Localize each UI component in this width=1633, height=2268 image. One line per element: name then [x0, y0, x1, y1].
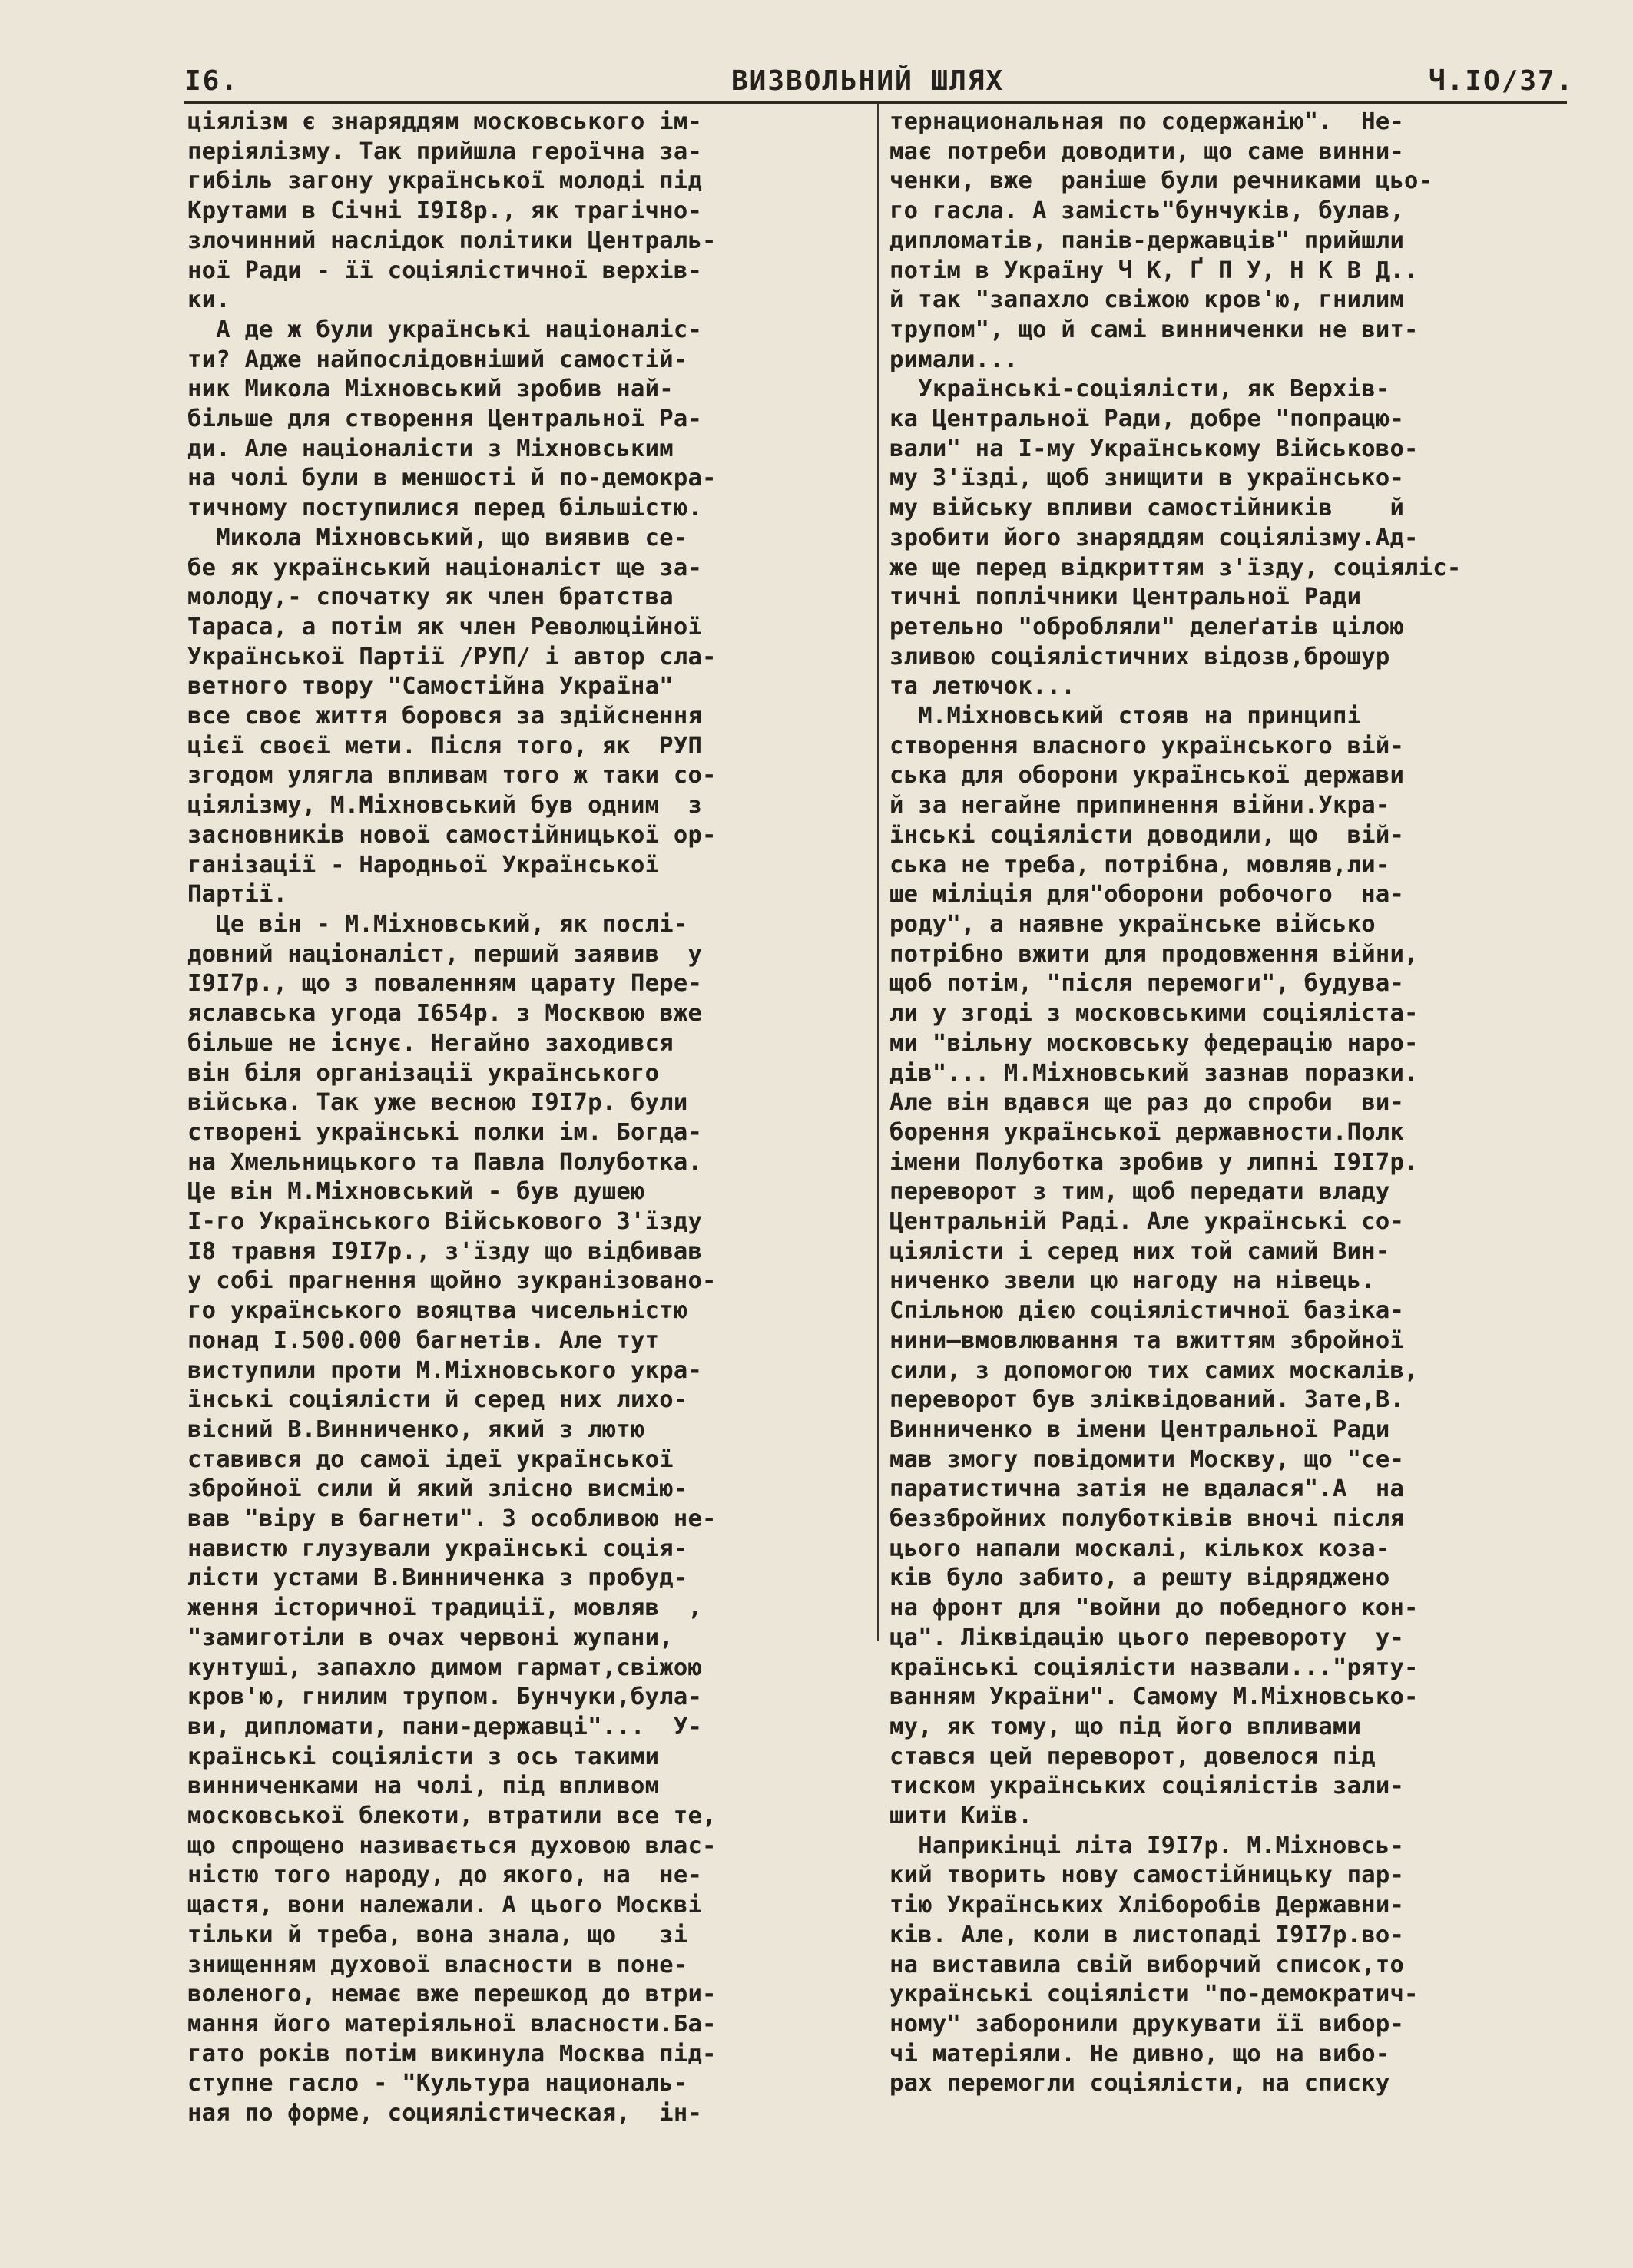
text-line: довний націоналіст, перший заявив у	[187, 940, 703, 968]
text-line: країнські соціялісти назвали..."ряту-	[889, 1654, 1419, 1681]
text-line: ка Центральної Ради, добре "попрацю-	[889, 406, 1405, 433]
text-line: більше не існує. Негайно заходився	[187, 1029, 674, 1057]
text-line: ченки, вже раніше були речниками цьо-	[889, 167, 1433, 195]
text-line: тичні поплічники Центральної Ради	[889, 584, 1362, 611]
header-rule	[184, 101, 1567, 104]
text-line: ціялісти і серед них той самий Вин-	[889, 1237, 1390, 1265]
text-line: ки.	[187, 286, 230, 314]
text-line: тиском українських соціялістів зали-	[889, 1773, 1405, 1800]
text-line: мав змогу повідомити Москву, що "се-	[889, 1445, 1405, 1473]
text-line: ник Микола Міхновський зробив най-	[187, 376, 674, 403]
text-line: вав "віру в багнети". З особливою не-	[187, 1505, 717, 1533]
text-line: ветного твору "Самостійна Україна"	[187, 673, 674, 700]
text-line: більше для створення Центральної Ра-	[187, 406, 703, 433]
text-line: му війську впливи самостійників й	[889, 495, 1405, 522]
text-line: бе як український націоналіст ще за-	[187, 554, 703, 581]
text-line: переворот був зліквідований. Зате,В.	[889, 1386, 1405, 1414]
text-line: ська не треба, потрібна, мовляв,ли-	[889, 851, 1390, 879]
paragraph	[187, 524, 848, 910]
text-line: римали...	[889, 346, 1019, 373]
text-line: беззбройних полуботківів вночі після	[889, 1505, 1405, 1533]
text-line: Української Партії /РУП/ і автор сла-	[187, 643, 717, 670]
text-line: країнські соціялісти з ось такими	[187, 1743, 660, 1770]
text-line: му, як тому, що під його впливами	[889, 1713, 1362, 1740]
text-line: на виставила свій виборчий список,то	[889, 1951, 1405, 1978]
text-line: рах перемогли соціялісти, на списку	[889, 2070, 1390, 2097]
text-line: ли у згоді з московськими соціяліста-	[889, 1000, 1419, 1028]
paragraph	[187, 910, 848, 2129]
text-line: війська. Так уже весною I9I7р. були	[187, 1089, 688, 1117]
text-line: ціялізму, М.Міхновський був одним з	[187, 792, 703, 819]
text-line: ти? Адже найпослідовніший самостій-	[187, 346, 688, 373]
text-line: го гасла. А замість"бунчуків, булав,	[889, 197, 1405, 225]
text-line: шити Київ.	[889, 1803, 1033, 1830]
paragraph	[187, 316, 848, 524]
text-line: кров'ю, гнилим трупом. Бунчуки,була-	[187, 1684, 703, 1711]
text-line: стався цей переворот, довелося під	[889, 1743, 1376, 1770]
text-line: Але він вдався ще раз до спроби ви-	[889, 1089, 1405, 1117]
text-line: переворот з тим, щоб передати владу	[889, 1178, 1390, 1206]
text-line: знищенням духової власности в поне-	[187, 1951, 688, 1978]
text-line: й за негайне припинення війни.Укра-	[889, 792, 1390, 819]
text-line: їнські соціялісти й серед них лихо-	[187, 1386, 688, 1414]
text-line: цього напали москалі, кількох коза-	[889, 1535, 1390, 1562]
text-line: виступили проти М.Міхновського укра-	[187, 1356, 703, 1384]
text-line: му З'їзді, щоб знищити в українсько-	[889, 465, 1405, 492]
text-line: кунтуші, запахло димом гармат,свіжою	[187, 1654, 703, 1681]
text-line: сили, з допомогою тих самих москалів,	[889, 1356, 1419, 1384]
text-line: цієї своєї мети. Після того, як РУП	[187, 732, 703, 760]
text-line: ванням України". Самому М.Міхновсько-	[889, 1684, 1419, 1711]
text-line: тернациональная по содержанію". Не-	[889, 108, 1405, 135]
text-line: у собі прагнення щойно зукранізовано-	[187, 1267, 717, 1295]
text-line: кий творить нову самостійницьку пар-	[889, 1862, 1405, 1889]
text-line: імени Полуботка зробив у липні I9I7р.	[889, 1148, 1419, 1176]
paragraph	[889, 375, 1550, 702]
text-line: та летючок...	[889, 673, 1075, 700]
text-line: молоду,- спочатку як член братства	[187, 584, 674, 611]
text-line: гато років потім викинула Москва під-	[187, 2040, 717, 2068]
text-line: ви, дипломати, пани-державці"... У-	[187, 1713, 703, 1740]
text-line: ження історичної традиції, мовляв ,	[187, 1594, 703, 1622]
text-line: Це він - М.Міхновський, як послі-	[187, 910, 688, 938]
text-line: ная по форме, социялістическая, ін-	[187, 2100, 703, 2127]
text-line: А де ж були українські націоналіс-	[187, 316, 703, 343]
text-line: українські соціялісти "по-демократич-	[889, 1981, 1419, 2008]
text-line: винниченками на чолі, під впливом	[187, 1773, 660, 1800]
text-line: I-го Українського Військового З'їзду	[187, 1208, 703, 1236]
text-line: ків було забито, а решту відряджено	[889, 1564, 1390, 1592]
text-line: вали" на I-му Українському Військово-	[889, 435, 1419, 462]
text-line: щоб потім, "після перемоги", будува-	[889, 970, 1405, 998]
text-line: все своє життя боровся за здійснення	[187, 703, 703, 730]
text-line: й так "запахло свіжою кров'ю, гнилим	[889, 286, 1405, 314]
text-line: I8 травня I9I7р., з'їзду що відбивав	[187, 1237, 703, 1265]
paragraph	[889, 108, 1550, 375]
text-line: злочинний наслідок політики Централь-	[187, 227, 717, 254]
text-line: ків. Але, коли в листопаді I9I7р.во-	[889, 1921, 1405, 1948]
paragraph	[889, 1832, 1550, 2099]
text-line: Українські-соціялісти, як Верхів-	[889, 376, 1390, 403]
text-line: ністю того народу, до якого, на не-	[187, 1862, 703, 1889]
text-line: засновників нової самостійницької ор-	[187, 821, 717, 849]
text-line: дів"... М.Міхновський зазнав поразки.	[889, 1059, 1419, 1087]
text-line: "замиготіли в очах червоні жупани,	[187, 1624, 674, 1651]
text-line: щастя, вони належали. А цього Москві	[187, 1892, 703, 1919]
text-line: створення власного українського вій-	[889, 732, 1405, 760]
text-line: Це він М.Міхновський - був душею	[187, 1178, 645, 1206]
text-line: Наприкінці літа I9I7р. М.Міхновсь-	[889, 1832, 1405, 1859]
paragraph	[187, 108, 848, 316]
text-line: ська для оборони української держави	[889, 762, 1405, 790]
right-column	[889, 108, 1550, 2099]
text-line: паратистична затія не вдалася".А на	[889, 1475, 1405, 1503]
text-line: навистю глузували українські соція-	[187, 1535, 688, 1562]
text-line: він біля організації українського	[187, 1059, 660, 1087]
text-line: на чолі були в меншості й по-демокра-	[187, 465, 717, 492]
text-line: ретельно "обробляли" делеґатів цілою	[889, 613, 1405, 641]
text-line: понад I.500.000 багнетів. Але тут	[187, 1326, 660, 1354]
text-line: ниченко звели цю нагоду на нівець.	[889, 1267, 1376, 1295]
text-line: створені українські полки ім. Богда-	[187, 1118, 703, 1146]
text-line: потім в Україну Ч К, Ґ П У, Н К В Д..	[889, 257, 1419, 284]
text-line: Спільною дією соціялістичної базіка-	[889, 1297, 1405, 1325]
journal-title: ВИЗВОЛЬНИЙ ШЛЯХ	[731, 65, 1005, 97]
text-line: яславська угода I654р. з Москвою вже	[187, 1000, 703, 1028]
text-line: періялізму. Так прийшла героїчна за-	[187, 137, 703, 165]
text-line: трупом", що й самі винниченки не вит-	[889, 316, 1419, 343]
text-line: ше міліція для"оборони робочого на-	[889, 881, 1405, 909]
text-line: Тараса, а потім як член Революційної	[187, 613, 703, 641]
text-line: ставився до самої ідеї української	[187, 1445, 674, 1473]
text-line: ди. Але націоналісти з Міхновським	[187, 435, 674, 462]
text-line: ганізації - Народньої Української	[187, 851, 660, 879]
text-line: воленого, немає вже перешкод до втри-	[187, 1981, 717, 2008]
text-line: зливою соціялістичних відозв,брошур	[889, 643, 1390, 670]
text-line: тільки й треба, вона знала, що зі	[187, 1921, 688, 1948]
text-line: зробити його знаряддям соціялізму.Ад-	[889, 524, 1419, 551]
text-line: ної Ради - її соціялістичної верхів-	[187, 257, 703, 284]
text-line: московської блекоти, втратили все те,	[187, 1803, 717, 1830]
text-line: потрібно вжити для продовження війни,	[889, 940, 1419, 968]
page-number: I6.	[184, 65, 240, 97]
column-divider	[877, 104, 879, 1641]
paragraph	[889, 702, 1550, 1832]
text-line: мання його матеріяльної власности.Ба-	[187, 2011, 717, 2038]
text-line: на фронт для "войни до победного кон-	[889, 1594, 1419, 1622]
text-line: має потреби доводити, що саме винни-	[889, 137, 1405, 165]
text-line: Крутами в Січні I9I8р., як трагічно-	[187, 197, 703, 225]
text-line: Микола Міхновський, що виявив се-	[187, 524, 688, 551]
text-line: I9I7р., що з поваленням царату Пере-	[187, 970, 703, 998]
text-line: ми "вільну московську федерацію наро-	[889, 1029, 1419, 1057]
text-line: згодом улягла впливам того ж таки со-	[187, 762, 717, 790]
text-line: го українського вояцтва чисельністю	[187, 1297, 688, 1325]
text-line: Центральній Раді. Але українські со-	[889, 1208, 1405, 1236]
text-line: же ще перед відкриттям з'їзду, соціяліс-	[889, 554, 1462, 581]
text-line: гибіль загону української молоді під	[187, 167, 703, 195]
text-line: ца". Ліквідацію цього перевороту у-	[889, 1624, 1405, 1651]
text-line: чі матеріяли. Не дивно, що на вибо-	[889, 2040, 1390, 2068]
issue-number: Ч.IO/37.	[1429, 65, 1575, 97]
text-line: їнські соціялісти доводили, що вій-	[889, 821, 1405, 849]
text-line: ному" заборонили друкувати її вибор-	[889, 2011, 1405, 2038]
text-line: збройної сили й який злісно висмію-	[187, 1475, 688, 1503]
text-line: Партії.	[187, 881, 288, 909]
text-line: на Хмельницького та Павла Полуботка.	[187, 1148, 703, 1176]
left-column	[187, 108, 848, 2129]
text-line: борення української державности.Полк	[889, 1118, 1405, 1146]
text-line: М.Міхновський стояв на принципі	[889, 703, 1362, 730]
text-line: ступне гасло - "Культура националь-	[187, 2070, 688, 2097]
text-line: лісти устами В.Винниченка з пробуд-	[187, 1564, 688, 1592]
text-line: ціялізм є знаряддям московського ім-	[187, 108, 703, 135]
text-line: роду", а наявне українське військо	[889, 910, 1376, 938]
text-line: тію Українських Хліборобів Державни-	[889, 1892, 1405, 1919]
text-line: Винниченко в імени Центральної Ради	[889, 1415, 1390, 1443]
text-line: тичному поступилися перед більшістю.	[187, 495, 703, 522]
text-line: вісний В.Винниченко, який з лютю	[187, 1415, 645, 1443]
text-line: дипломатів, панів-державців" прийшли	[889, 227, 1405, 254]
text-line: нини—вмовлювання та вжиттям збройної	[889, 1326, 1405, 1354]
text-line: що спрощено називається духовою влас-	[187, 1832, 717, 1859]
